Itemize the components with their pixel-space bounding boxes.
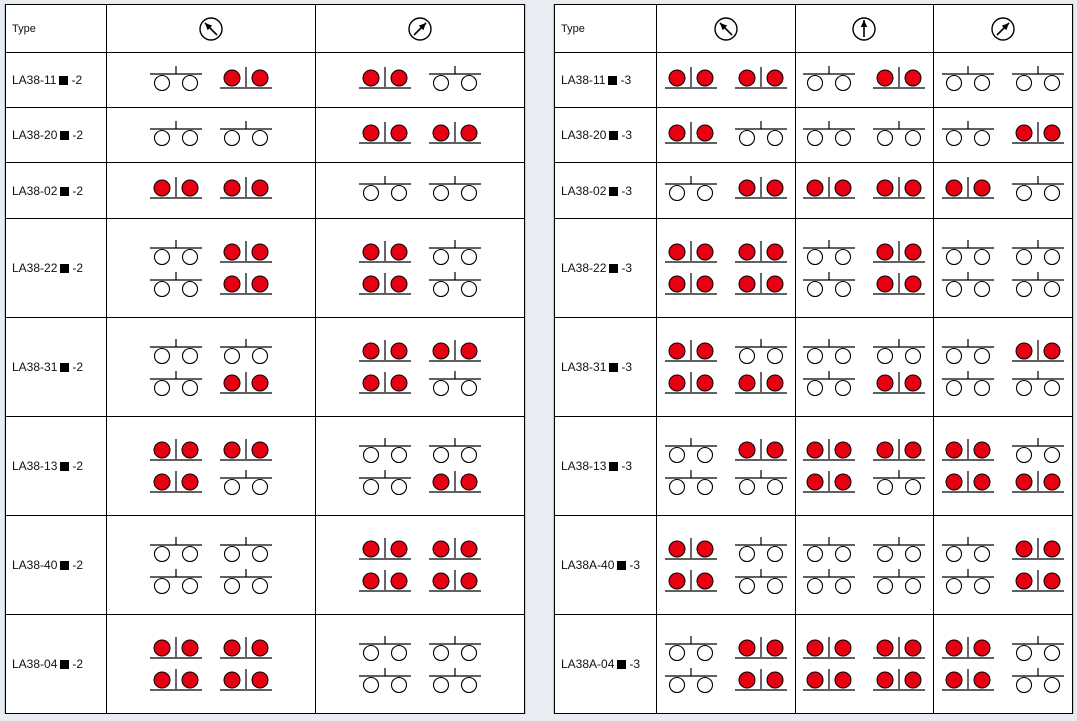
no-contact-symbol: [357, 468, 413, 496]
nc-contact-symbol: [357, 535, 413, 563]
contact-state-cell: [107, 515, 316, 614]
nc-contact-symbol: [801, 468, 857, 496]
no-contact-symbol: [148, 238, 204, 266]
position-header: [107, 5, 316, 53]
nc-contact-symbol: [871, 369, 927, 397]
nc-contact-symbol: [801, 174, 857, 202]
model-code: LA38-02: [561, 183, 607, 198]
nc-contact-symbol: [663, 238, 719, 266]
model-cell: [555, 317, 657, 416]
contact-state-cell: [107, 614, 316, 713]
no-contact-symbol: [427, 634, 483, 662]
switch-center-icon: [851, 16, 877, 42]
no-contact-symbol: [148, 567, 204, 595]
model-cell: [555, 614, 657, 713]
position-header: [795, 5, 934, 53]
nc-contact-symbol: [427, 337, 483, 365]
no-contact-symbol: [801, 535, 857, 563]
variant-placeholder-square: [609, 131, 618, 140]
model-cell: [555, 108, 657, 163]
model-cell: [555, 163, 657, 218]
model-suffix: -2: [71, 73, 83, 88]
no-contact-symbol: [733, 468, 789, 496]
model-cell: [6, 218, 107, 317]
contact-state-cell: [934, 614, 1073, 713]
no-contact-symbol: [733, 119, 789, 147]
model-code: LA38-22: [12, 260, 58, 275]
nc-contact-symbol: [218, 369, 274, 397]
switch-right-icon: [407, 16, 433, 42]
variant-placeholder-square: [60, 462, 69, 471]
model-suffix: -2: [72, 458, 84, 473]
table-row: [555, 515, 1073, 614]
contact-state-cell: [657, 515, 796, 614]
position-header: [316, 5, 525, 53]
model-suffix: -2: [72, 359, 84, 374]
nc-contact-symbol: [663, 64, 719, 92]
position-header: [657, 5, 796, 53]
model-suffix: -2: [72, 260, 84, 275]
model-code: LA38-31: [561, 359, 607, 374]
contact-state-cell: [107, 416, 316, 515]
nc-contact-symbol: [357, 64, 413, 92]
no-contact-symbol: [1010, 666, 1066, 694]
no-contact-symbol: [218, 567, 274, 595]
no-contact-symbol: [801, 369, 857, 397]
model-code: LA38A-04: [561, 656, 615, 671]
contact-state-cell: [934, 317, 1073, 416]
nc-contact-symbol: [733, 634, 789, 662]
model-code: LA38-40: [12, 557, 58, 572]
nc-contact-symbol: [733, 666, 789, 694]
model-code: LA38-04: [12, 656, 58, 671]
switch-right-icon: [990, 16, 1016, 42]
nc-contact-symbol: [733, 369, 789, 397]
nc-contact-symbol: [801, 666, 857, 694]
nc-contact-symbol: [218, 270, 274, 298]
no-contact-symbol: [218, 535, 274, 563]
model-cell: [6, 108, 107, 163]
contact-state-cell: [934, 515, 1073, 614]
contact-table-3-position: [554, 4, 1073, 714]
no-contact-symbol: [801, 337, 857, 365]
no-contact-symbol: [871, 567, 927, 595]
nc-contact-symbol: [427, 468, 483, 496]
nc-contact-symbol: [1010, 535, 1066, 563]
model-suffix: -3: [629, 557, 641, 572]
table-row: [6, 515, 525, 614]
nc-contact-symbol: [871, 64, 927, 92]
table-row: [6, 218, 525, 317]
model-suffix: -3: [621, 458, 633, 473]
model-suffix: -2: [72, 128, 84, 143]
contact-state-cell: [657, 108, 796, 163]
nc-contact-symbol: [871, 666, 927, 694]
no-contact-symbol: [148, 369, 204, 397]
contact-state-cell: [795, 218, 934, 317]
no-contact-symbol: [940, 369, 996, 397]
no-contact-symbol: [801, 238, 857, 266]
nc-contact-symbol: [427, 535, 483, 563]
nc-contact-symbol: [357, 270, 413, 298]
nc-contact-symbol: [218, 666, 274, 694]
table-row: [555, 108, 1073, 163]
nc-contact-symbol: [801, 436, 857, 464]
nc-contact-symbol: [218, 436, 274, 464]
variant-placeholder-square: [609, 264, 618, 273]
contact-state-cell: [657, 416, 796, 515]
contact-state-cell: [795, 53, 934, 108]
contact-state-cell: [316, 416, 525, 515]
no-contact-symbol: [663, 174, 719, 202]
nc-contact-symbol: [663, 119, 719, 147]
nc-contact-symbol: [663, 567, 719, 595]
nc-contact-symbol: [218, 634, 274, 662]
model-code: LA38-22: [561, 260, 607, 275]
contact-state-cell: [795, 416, 934, 515]
nc-contact-symbol: [871, 238, 927, 266]
no-contact-symbol: [940, 567, 996, 595]
model-cell: [555, 218, 657, 317]
table-row: [555, 163, 1073, 218]
nc-contact-symbol: [871, 634, 927, 662]
model-cell: [6, 515, 107, 614]
variant-placeholder-square: [609, 187, 618, 196]
model-cell: [6, 614, 107, 713]
contact-state-cell: [934, 416, 1073, 515]
no-contact-symbol: [1010, 238, 1066, 266]
no-contact-symbol: [148, 64, 204, 92]
header-row: [6, 5, 525, 53]
no-contact-symbol: [218, 119, 274, 147]
no-contact-symbol: [148, 270, 204, 298]
model-code: LA38-31: [12, 359, 58, 374]
table-row: [6, 163, 525, 218]
model-code: LA38A-40: [561, 557, 615, 572]
model-suffix: -3: [621, 359, 633, 374]
variant-placeholder-square: [60, 660, 69, 669]
variant-placeholder-square: [59, 76, 68, 85]
no-contact-symbol: [357, 174, 413, 202]
model-cell: [6, 416, 107, 515]
nc-contact-symbol: [148, 436, 204, 464]
no-contact-symbol: [427, 238, 483, 266]
no-contact-symbol: [801, 270, 857, 298]
no-contact-symbol: [1010, 64, 1066, 92]
table-row: [555, 614, 1073, 713]
contact-state-cell: [316, 108, 525, 163]
model-suffix: -3: [621, 260, 633, 275]
contact-state-cell: [316, 317, 525, 416]
nc-contact-symbol: [940, 174, 996, 202]
table-row: [6, 416, 525, 515]
left-table-panel: [4, 4, 526, 714]
contact-state-cell: [934, 163, 1073, 218]
no-contact-symbol: [427, 64, 483, 92]
no-contact-symbol: [801, 567, 857, 595]
nc-contact-symbol: [148, 174, 204, 202]
contact-state-cell: [795, 163, 934, 218]
header-row: [555, 5, 1073, 53]
no-contact-symbol: [663, 468, 719, 496]
model-suffix: -3: [621, 183, 633, 198]
contact-state-cell: [316, 614, 525, 713]
no-contact-symbol: [427, 174, 483, 202]
table-row: [6, 53, 525, 108]
variant-placeholder-square: [609, 363, 618, 372]
table-row: [6, 317, 525, 416]
contact-state-cell: [107, 108, 316, 163]
nc-contact-symbol: [357, 567, 413, 595]
no-contact-symbol: [871, 468, 927, 496]
model-cell: [555, 416, 657, 515]
contact-state-cell: [107, 218, 316, 317]
model-code: LA38-11: [561, 73, 606, 88]
no-contact-symbol: [871, 337, 927, 365]
no-contact-symbol: [940, 119, 996, 147]
no-contact-symbol: [148, 535, 204, 563]
nc-contact-symbol: [733, 64, 789, 92]
model-suffix: -2: [72, 656, 84, 671]
position-header: [934, 5, 1073, 53]
no-contact-symbol: [733, 337, 789, 365]
variant-placeholder-square: [60, 264, 69, 273]
no-contact-symbol: [801, 64, 857, 92]
nc-contact-symbol: [663, 337, 719, 365]
no-contact-symbol: [427, 436, 483, 464]
no-contact-symbol: [427, 666, 483, 694]
nc-contact-symbol: [871, 174, 927, 202]
contact-state-cell: [316, 163, 525, 218]
no-contact-symbol: [218, 337, 274, 365]
contact-state-cell: [657, 218, 796, 317]
no-contact-symbol: [940, 270, 996, 298]
contact-state-cell: [316, 515, 525, 614]
model-suffix: -3: [620, 73, 632, 88]
switch-left-icon: [713, 16, 739, 42]
contact-state-cell: [795, 108, 934, 163]
table-row: [6, 614, 525, 713]
no-contact-symbol: [1010, 634, 1066, 662]
contact-state-cell: [107, 53, 316, 108]
nc-contact-symbol: [940, 436, 996, 464]
variant-placeholder-square: [60, 131, 69, 140]
nc-contact-symbol: [357, 238, 413, 266]
table-row: [555, 317, 1073, 416]
model-cell: [6, 53, 107, 108]
nc-contact-symbol: [218, 64, 274, 92]
no-contact-symbol: [1010, 436, 1066, 464]
model-suffix: -3: [621, 128, 633, 143]
table-row: [555, 416, 1073, 515]
no-contact-symbol: [148, 119, 204, 147]
nc-contact-symbol: [940, 468, 996, 496]
model-code: LA38-20: [12, 128, 58, 143]
contact-state-cell: [316, 53, 525, 108]
contact-state-cell: [657, 163, 796, 218]
contact-state-cell: [657, 614, 796, 713]
no-contact-symbol: [1010, 369, 1066, 397]
model-suffix: -2: [72, 183, 84, 198]
variant-placeholder-square: [60, 561, 69, 570]
contact-state-cell: [795, 317, 934, 416]
variant-placeholder-square: [60, 363, 69, 372]
variant-placeholder-square: [60, 187, 69, 196]
model-suffix: -3: [629, 656, 641, 671]
nc-contact-symbol: [1010, 337, 1066, 365]
no-contact-symbol: [218, 468, 274, 496]
model-suffix: -2: [72, 557, 84, 572]
type-header: Type: [6, 5, 107, 53]
nc-contact-symbol: [663, 535, 719, 563]
no-contact-symbol: [357, 634, 413, 662]
model-code: LA38-11: [12, 73, 57, 88]
contact-state-cell: [316, 218, 525, 317]
no-contact-symbol: [663, 634, 719, 662]
no-contact-symbol: [1010, 174, 1066, 202]
no-contact-symbol: [663, 666, 719, 694]
nc-contact-symbol: [733, 270, 789, 298]
nc-contact-symbol: [871, 436, 927, 464]
nc-contact-symbol: [733, 436, 789, 464]
nc-contact-symbol: [357, 337, 413, 365]
nc-contact-symbol: [663, 369, 719, 397]
contact-state-cell: [934, 53, 1073, 108]
nc-contact-symbol: [148, 468, 204, 496]
nc-contact-symbol: [733, 174, 789, 202]
nc-contact-symbol: [1010, 567, 1066, 595]
model-code: LA38-13: [561, 458, 607, 473]
no-contact-symbol: [801, 119, 857, 147]
variant-placeholder-square: [609, 462, 618, 471]
nc-contact-symbol: [733, 238, 789, 266]
nc-contact-symbol: [801, 634, 857, 662]
no-contact-symbol: [940, 238, 996, 266]
variant-placeholder-square: [617, 561, 626, 570]
contact-state-cell: [657, 317, 796, 416]
model-cell: [6, 163, 107, 218]
nc-contact-symbol: [1010, 119, 1066, 147]
no-contact-symbol: [733, 567, 789, 595]
model-code: LA38-13: [12, 458, 58, 473]
type-header: Type: [555, 5, 657, 53]
no-contact-symbol: [357, 436, 413, 464]
no-contact-symbol: [871, 535, 927, 563]
nc-contact-symbol: [940, 666, 996, 694]
contact-state-cell: [795, 614, 934, 713]
no-contact-symbol: [663, 436, 719, 464]
model-code: LA38-20: [561, 128, 607, 143]
no-contact-symbol: [940, 337, 996, 365]
variant-placeholder-square: [617, 660, 626, 669]
no-contact-symbol: [427, 369, 483, 397]
contact-state-cell: [934, 218, 1073, 317]
contact-state-cell: [795, 515, 934, 614]
contact-state-cell: [107, 163, 316, 218]
contact-state-cell: [657, 53, 796, 108]
nc-contact-symbol: [871, 270, 927, 298]
no-contact-symbol: [148, 337, 204, 365]
contact-state-cell: [934, 108, 1073, 163]
no-contact-symbol: [1010, 270, 1066, 298]
nc-contact-symbol: [427, 119, 483, 147]
no-contact-symbol: [940, 64, 996, 92]
nc-contact-symbol: [218, 238, 274, 266]
model-cell: [6, 317, 107, 416]
no-contact-symbol: [733, 535, 789, 563]
variant-placeholder-square: [608, 76, 617, 85]
nc-contact-symbol: [940, 634, 996, 662]
nc-contact-symbol: [148, 634, 204, 662]
no-contact-symbol: [357, 666, 413, 694]
no-contact-symbol: [871, 119, 927, 147]
no-contact-symbol: [940, 535, 996, 563]
table-row: [555, 53, 1073, 108]
model-cell: [555, 53, 657, 108]
nc-contact-symbol: [357, 119, 413, 147]
nc-contact-symbol: [218, 174, 274, 202]
nc-contact-symbol: [357, 369, 413, 397]
switch-left-icon: [198, 16, 224, 42]
model-cell: [555, 515, 657, 614]
nc-contact-symbol: [148, 666, 204, 694]
nc-contact-symbol: [663, 270, 719, 298]
model-code: LA38-02: [12, 183, 58, 198]
contact-table-2-position: [5, 4, 525, 714]
table-row: [6, 108, 525, 163]
right-table-panel: [553, 4, 1074, 714]
contact-state-cell: [107, 317, 316, 416]
table-row: [555, 218, 1073, 317]
nc-contact-symbol: [1010, 468, 1066, 496]
nc-contact-symbol: [427, 567, 483, 595]
no-contact-symbol: [427, 270, 483, 298]
